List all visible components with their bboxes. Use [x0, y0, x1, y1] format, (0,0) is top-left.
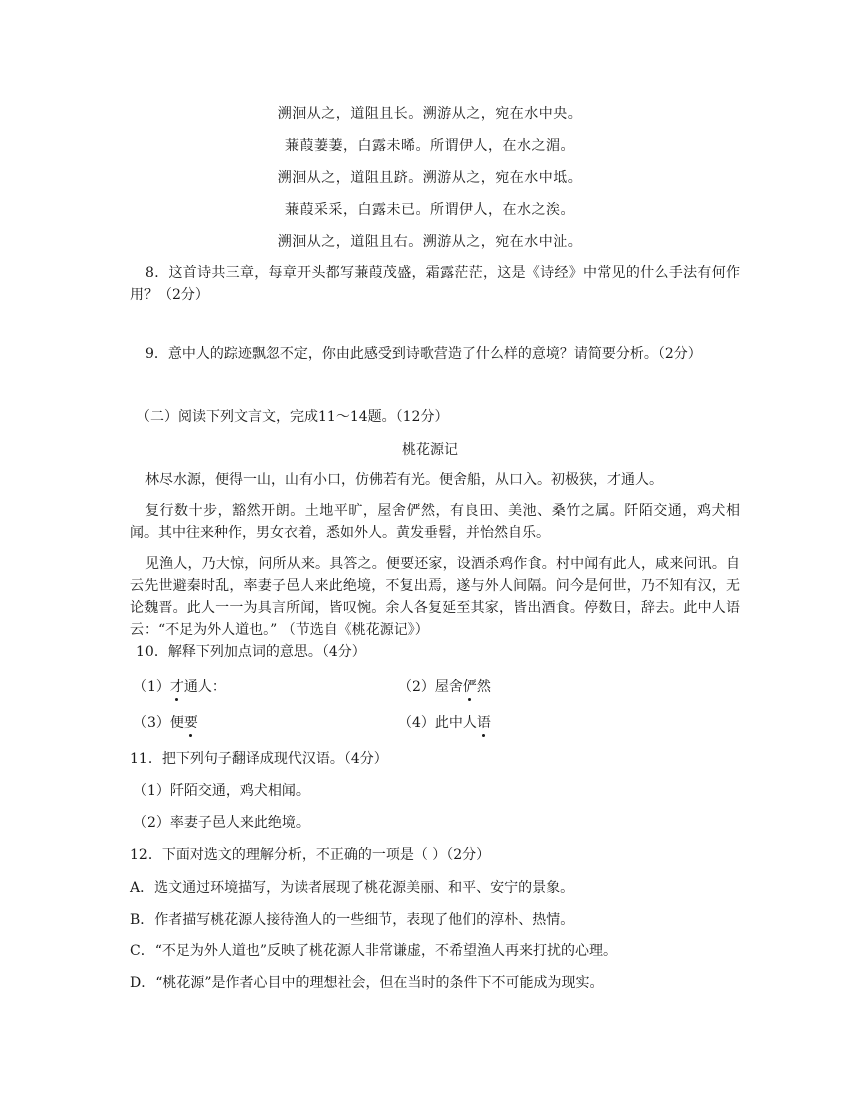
q10-item-4: （4）此中人语 [398, 712, 491, 732]
emphasis-dot-char: 要 [184, 712, 198, 732]
poem-line: 蒹葭采采，白露未已。所谓伊人，在水之涘。 [285, 202, 575, 218]
question-11-stem: 11．把下列句子翻译成现代汉语。（4分） [130, 751, 388, 767]
question-10-stem: 10．解释下列加点词的意思。（4分） [136, 644, 366, 660]
poem-line: 溯洄从之，道阻且右。溯游从之，宛在水中沚。 [277, 234, 583, 250]
q12-option-c: C．“不足为外人道也”反映了桃花源人非常谦虚，不希望渔人再来打扰的心理。 [130, 943, 618, 959]
poem-line: 蒹葭萋萋，白露未晞。所谓伊人，在水之湄。 [285, 138, 575, 154]
question-12-stem: 12．下面对选文的理解分析，不正确的一项是（ ）（2分） [130, 847, 491, 863]
q12-option-b: B．作者描写桃花源人接待渔人的一些细节，表现了他们的淳朴、热情。 [130, 912, 575, 928]
question-9: 9．意中人的踪迹飘忽不定，你由此感受到诗歌营造了什么样的意境？请简要分析。（2分） [145, 346, 702, 362]
q11-item: （2）率妻子邑人来此绝境。 [133, 815, 310, 831]
question-8: 8．这首诗共三章，每章开头都写蒹葭茂盛，霜露茫茫，这是《诗经》中常见的什么手法有何作用？（2分） [130, 265, 740, 303]
passage-paragraph: 林尽水源，便得一山，山有小口，仿佛若有光。便舍船，从口入。初极狭，才通人。 [145, 472, 663, 488]
emphasis-dot-char: 语 [477, 712, 491, 732]
q11-item: （1）阡陌交通，鸡犬相闻。 [133, 783, 310, 799]
q12-option-d: D．“桃花源”是作者心目中的理想社会，但在当时的条件下不可能成为现实。 [130, 975, 604, 991]
passage-paragraph: 见渔人，乃大惊，问所从来。具答之。便要还家，设酒杀鸡作食。村中闻有此人，咸来问讯。自云先世避秦时乱，率妻子邑人来此绝境，不复出焉，遂与外人间隔。问今是何世，乃不知有汉，无论魏晋。此人一一为具言所闻，皆叹惋。余人各复延至其家，皆出酒食。停数日，辞去。此中人语云：“不足为外人道也。” （节选自《桃花源记》） [130, 556, 740, 638]
q12-option-a: A．选文通过环境描写，为读者展现了桃花源美丽、和平、安宁的景象。 [130, 880, 575, 896]
poem-line: 溯洄从之，道阻且跻。溯游从之，宛在水中坻。 [277, 170, 583, 186]
emphasis-dot-char: 才 [170, 676, 184, 696]
section-heading: （二）阅读下列文言文，完成11～14题。（12分） [136, 409, 449, 425]
passage-title: 桃花源记 [402, 442, 458, 458]
poem-line: 溯洄从之，道阻且长。溯游从之，宛在水中央。 [277, 106, 583, 122]
passage-paragraph: 复行数十步，豁然开朗。土地平旷，屋舍俨然，有良田、美池、桑竹之属。阡陌交通，鸡犬相闻。其中往来种作，男女衣着，悉如外人。黄发垂髫，并怡然自乐。 [130, 503, 740, 541]
q10-item-1: （1）才通人： [133, 676, 226, 696]
q10-item-2: （2）屋舍俨然 [398, 676, 491, 696]
emphasis-dot-char: 俨 [463, 676, 477, 696]
q10-item-3: （3）便要 [133, 712, 198, 732]
